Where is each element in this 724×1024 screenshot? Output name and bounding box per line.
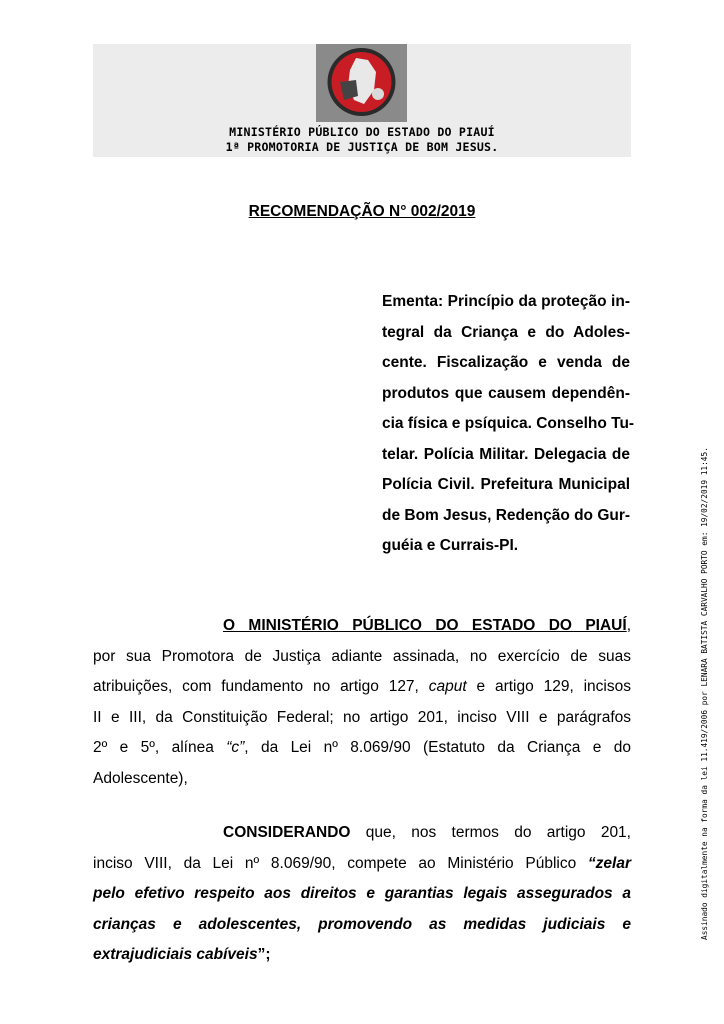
digital-signature-note: Assinado digitalmente na forma da lei 11.419/2006 por LENARA BATISTA CARVALHO PORTO em: 19/02/2019 11:45. <box>700 447 709 940</box>
ementa-line: Polícia Civil. Prefeitura Municipal <box>382 476 630 493</box>
ementa-line: guéia e Currais-PI. <box>382 537 519 554</box>
para-line: atribuições, com fundamento no artigo 127, caput e artigo 129, incisos <box>93 678 631 695</box>
ementa-line: telar. Polícia Militar. Delegacia de <box>382 445 630 463</box>
para-line: Adolescente), <box>93 769 188 787</box>
ementa-block <box>382 287 635 562</box>
paragraph-ministerio <box>93 611 631 794</box>
ementa-line: de Bom Jesus, Redenção do Gur- <box>382 506 631 524</box>
para-line: II e III, da Constituição Federal; no artigo 201, inciso VIII e parágrafos <box>93 708 631 726</box>
header-line-2: 1ª PROMOTORIA DE JUSTIÇA DE BOM JESUS. <box>225 140 499 154</box>
para-lead: CONSIDERANDO <box>223 824 351 841</box>
ementa-line: cia física e psíquica. Conselho Tu- <box>382 415 635 432</box>
ministerio-publico-emblem-icon <box>316 44 407 122</box>
para-line: 2º e 5º, alínea “c”, da Lei nº 8.069/90 (Estatuto da Criança e do <box>93 739 631 756</box>
para-line: extrajudiciais cabíveis”; <box>93 946 271 963</box>
ementa-line: tegral da Criança e do Adoles- <box>382 323 630 341</box>
paragraph-considerando <box>93 818 631 971</box>
para-lead: O MINISTÉRIO PÚBLICO DO ESTADO DO PIAUÍ <box>223 617 627 634</box>
para-line: CONSIDERANDO que, nos termos do artigo 201, <box>223 824 631 841</box>
para-line: crianças e adolescentes, promovendo as medidas judiciais e <box>93 915 631 933</box>
ementa-line: Ementa: Princípio da proteção in- <box>382 293 630 310</box>
ementa-line: produtos que causem dependên- <box>382 384 630 402</box>
para-line: pelo efetivo respeito aos direitos e garantias legais assegurados a <box>93 885 631 902</box>
emblem <box>316 44 407 122</box>
para-line: inciso VIII, da Lei nº 8.069/90, compete ao Ministério Público “zelar <box>93 854 631 872</box>
para-line: por sua Promotora de Justiça adiante assinada, no exercício de suas <box>93 647 631 665</box>
para-line: O MINISTÉRIO PÚBLICO DO ESTADO DO PIAUÍ, <box>223 617 631 634</box>
header-line-1: MINISTÉRIO PÚBLICO DO ESTADO DO PIAUÍ <box>229 125 495 139</box>
ementa-line: cente. Fiscalização e venda de <box>382 354 630 371</box>
document-title: RECOMENDAÇÃO N° 002/2019 <box>248 203 476 220</box>
